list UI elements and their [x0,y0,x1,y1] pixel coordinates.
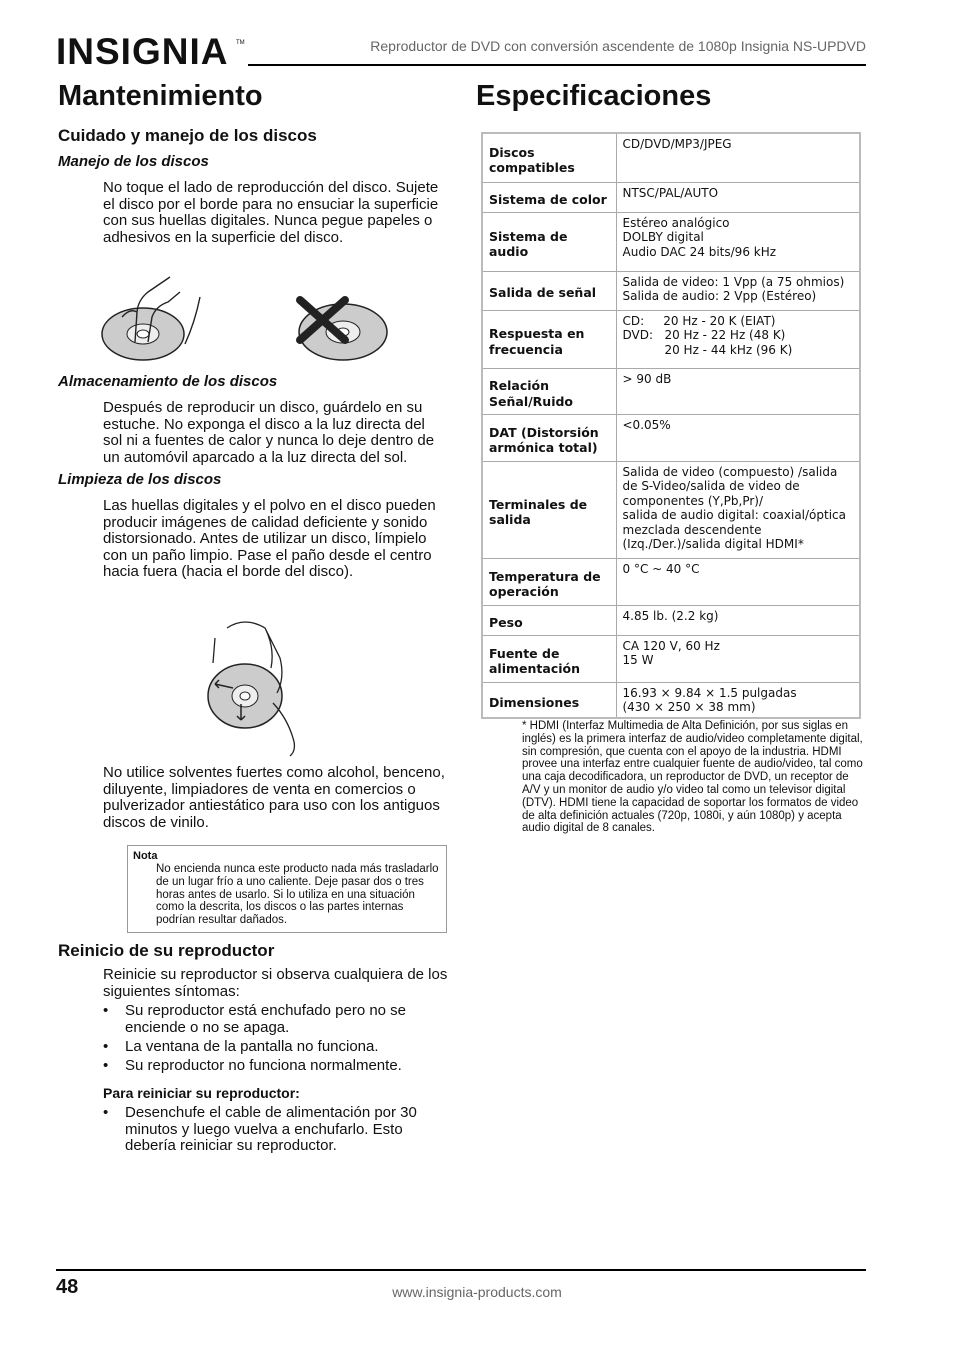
footer-url: www.insignia-products.com [392,1284,562,1300]
spec-label: Dimensiones [482,682,616,718]
table-row [482,182,860,212]
table-row [482,635,860,682]
list-item: • Su reproductor no funciona normalmente. [103,1058,448,1075]
care-heading: Cuidado y manejo de los discos [58,126,317,145]
disc-incorrect-icon [299,300,387,360]
table-row [482,461,860,558]
table-row [482,133,860,182]
table-row [482,368,860,414]
disc-correct-icon [102,277,200,360]
spec-label: DAT (Distorsión armónica total) [482,414,616,461]
disc-cleaning-illustration [205,608,305,758]
spec-value: 0 °C ~ 40 °C [616,558,860,605]
svg-text:TM: TM [236,40,245,46]
spec-label: Respuesta en frecuencia [482,310,616,368]
hdmi-footnote: * HDMI (Interfaz Multimedia de Alta Definición, por sus siglas en inglés) es la primera interfaz de audio/video completamente digital, sin compresión, que cuenta con el apoyo de la industria. HDMI provee una interfaz entre cualquier fuente de audio/video, tal como una caja decodificadora, un reproductor de DVD, un receptor de A/V y un monitor de audio y/o video tal como un televisor digital (DTV). HDMI tiene la capacidad de soportar los formatos de video de alta definición actuales (720p, 1080i, y aún 1080p) y acepta audio digital de 8 canales. [522,720,863,835]
table-row [482,212,860,271]
spec-label: Sistema de color [482,182,616,212]
spec-table [481,132,861,719]
spec-value: Estéreo analógico DOLBY digital Audio DAC 24 bits/96 kHz [616,212,860,271]
spec-label: Peso [482,605,616,635]
spec-value: CD/DVD/MP3/JPEG [616,133,860,182]
spec-label: Salida de señal [482,271,616,310]
spec-value: 4.85 lb. (2.2 kg) [616,605,860,635]
reset-steps-heading: Para reiniciar su reproductor: [103,1085,300,1101]
reset-heading: Reinicio de su reproductor [58,941,275,960]
spec-value: 16.93 × 9.84 × 1.5 pulgadas (430 × 250 × 38 mm) [616,682,860,718]
table-row [482,605,860,635]
spec-value: CA 120 V, 60 Hz 15 W [616,635,860,682]
list-item: • Su reproductor está enchufado pero no se enciende o no se apaga. [103,1003,448,1036]
solvents-text: No utilice solventes fuertes como alcohol, benceno, diluyente, limpiadores de venta en comercios o pulverizador antiestático para uso con los antiguos discos de vinilo. [103,764,445,831]
table-row [482,310,860,368]
list-item: • Desenchufe el cable de alimentación por 30 minutos y luego vuelva a enchufarlo. Esto debería reiniciar su reproductor. [103,1105,448,1155]
cleaning-text: Las huellas digitales y el polvo en el disco pueden producir imágenes de calidad deficiente y sonido distorsionado. Antes de utilizar un disco, límpielo con un paño limpio. Pase el paño desde el centro hacia fuera (hacia el borde del disco). [103,497,436,580]
note-title: Nota [133,850,158,862]
spec-label: Discos compatibles [482,133,616,182]
symptom-list [103,1003,448,1077]
spec-value: <0.05% [616,414,860,461]
spec-label: Temperatura de operación [482,558,616,605]
storage-text: Después de reproducir un disco, guárdelo en su estuche. No exponga el disco a la luz directa del sol ni a fuentes de calor y nunca lo deje dentro de un automóvil aparcado a la luz directa del sol. [103,399,435,466]
page-number: 48 [56,1276,79,1298]
handling-text: No toque el lado de reproducción del disco. Sujete el disco por el borde para no ensuciar la superficie con sus huellas digitales. Nunca pegue papeles o adhesivos en la superficie del disco. [103,179,439,246]
spec-value: Salida de video (compuesto) /salida de S-Video/salida de video de componentes (Y,Pb,Pr)/ salida de audio digital: coaxial/óptica mezclada descendente (Izq./Der.)/salida digital HDMI* [616,461,860,558]
spec-value: CD: 20 Hz - 20 K (EIAT) DVD: 20 Hz - 22 Hz (48 K) 20 Hz - 44 kHz (96 K) [616,310,860,368]
section-heading-especificaciones: Especificaciones [476,80,712,112]
cleaning-heading: Limpieza de los discos [58,471,222,488]
footer-rule [56,1269,866,1271]
note-text: No encienda nunca este producto nada más trasladarlo de un lugar frío a uno caliente. Deje pasar dos o tres horas antes de usarlo. Si lo utiliza en una situación como la descrita, los discos o las partes internas podrían resultar dañados. [156,863,439,927]
note-box [127,845,447,933]
spec-label: Fuente de alimentación [482,635,616,682]
spec-value: > 90 dB [616,368,860,414]
header-rule [248,64,866,66]
table-row [482,271,860,310]
spec-label: Terminales de salida [482,461,616,558]
reset-steps-list [103,1105,448,1157]
header-title: Reproductor de DVD con conversión ascendente de 1080p Insignia NS-UPDVD [370,38,866,54]
disc-handling-illustration [100,272,400,364]
handling-heading: Manejo de los discos [58,153,209,170]
table-row [482,414,860,461]
spec-value: Salida de video: 1 Vpp (a 75 ohmios) Salida de audio: 2 Vpp (Estéreo) [616,271,860,310]
spec-value: NTSC/PAL/AUTO [616,182,860,212]
section-heading-mantenimiento: Mantenimiento [58,80,263,112]
insignia-logo [56,30,246,70]
logo-text: INSIGNIA [56,31,229,70]
storage-heading: Almacenamiento de los discos [58,373,278,390]
reset-intro: Reinicie su reproductor si observa cualquiera de los siguientes síntomas: [103,966,448,1000]
table-row [482,558,860,605]
table-row [482,682,860,718]
spec-label: Relación Señal/Ruido [482,368,616,414]
list-item: • La ventana de la pantalla no funciona. [103,1039,448,1056]
spec-label: Sistema de audio [482,212,616,271]
